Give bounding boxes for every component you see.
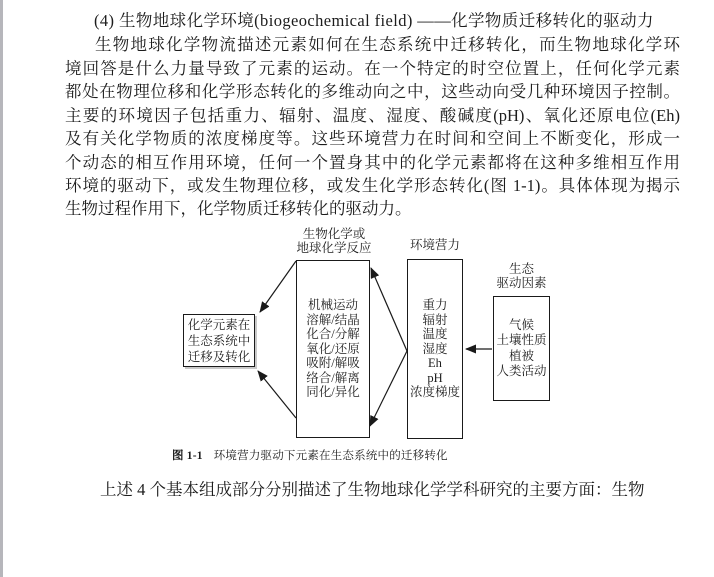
label-line: 驱动因素	[496, 275, 547, 290]
paragraph-line: 境回答是什么力量导致了元素的运动。在一个特定的时空位置上，任何化学元素	[65, 59, 680, 78]
box-text-line: 重力	[422, 297, 448, 312]
closing-line: 上述 4 个基本组成部分分别描述了生物地球化学学科研究的主要方面：生物	[100, 480, 645, 499]
box-text-line: 温度	[422, 327, 448, 342]
box-text-line: 辐射	[422, 312, 448, 327]
paragraph-line: 生物地球化学物流描述元素如何在生态系统中迁移转化，而生物地球化学环	[95, 35, 680, 54]
box-chemical-elements	[183, 314, 255, 367]
box-eco-drivers	[493, 296, 550, 401]
paragraph-line: 环境的驱动下，或发生物理位移，或发生化学形态转化(图 1-1)。具体体现为揭示	[65, 176, 680, 195]
paragraph-line: 都处在物理位移和化学形态转化的多维动向之中，这些动向受几种环境因子控制。	[65, 82, 680, 101]
box-text-line: pH	[427, 370, 443, 385]
box-text-line: 氧化/还原	[306, 341, 360, 356]
box-text-line: 络合/解离	[306, 370, 360, 385]
scan-edge-line	[0, 0, 3, 577]
box-reactions	[296, 260, 370, 438]
box-text-line: 土壤性质	[496, 333, 547, 347]
box-text-line: 机械运动	[307, 297, 358, 312]
figure-caption-text: 环境营力驱动下元素在生态系统中的迁移转化	[213, 450, 448, 462]
box-environment-forces	[407, 259, 463, 439]
box-text-line: 浓度梯度	[409, 385, 460, 400]
arrow-forces-to-reactions-bottom	[370, 351, 407, 426]
box-text-line: 生态系统中	[187, 333, 251, 348]
box-text-line: 湿度	[422, 341, 448, 356]
label-line: 地球化学反应	[296, 240, 372, 255]
box-text-line: 吸附/解吸	[306, 356, 360, 371]
label-line: 生物化学或	[302, 227, 366, 241]
box-text-line: Eh	[428, 356, 442, 371]
arrow-reactions-to-elements-bottom	[258, 371, 296, 418]
box-text-line: 同化/异化	[306, 385, 360, 400]
figure-caption-label: 图 1-1	[172, 450, 203, 462]
box-text-line: 人类活动	[496, 364, 547, 378]
label-eco-drivers	[489, 263, 554, 290]
arrow-forces-to-reactions-top	[371, 268, 407, 351]
box-text-line: 植被	[508, 348, 534, 363]
paragraph-line: 及有关化学物质的浓度梯度等。这些环境营力在时间和空间上不断变化，形成一	[65, 129, 680, 148]
label-line: 生态	[508, 262, 534, 276]
label-biogeochemical-reactions	[292, 228, 376, 255]
paragraph-line: 生物过程作用下，化学物质迁移转化的驱动力。	[65, 199, 412, 218]
box-text-line: 化学元素在	[187, 317, 251, 332]
label-environment-forces: 环境营力	[409, 238, 460, 252]
figure-caption	[172, 449, 448, 463]
box-text-line: 化合/分解	[306, 327, 360, 342]
paragraph-line: 主要的环境因子包括重力、辐射、温度、湿度、酸碱度(pH)、氧化还原电位(Eh)	[65, 106, 680, 125]
arrow-reactions-to-elements-top	[260, 261, 296, 312]
box-text-line: 气候	[508, 317, 534, 332]
paragraph-line: 个动态的相互作用环境，任何一个置身其中的化学元素都将在这种多维相互作用	[65, 153, 680, 172]
section-heading: (4) 生物地球化学环境(biogeochemical field) ——化学物质迁移转化的驱动力	[94, 11, 654, 30]
box-text-line: 迁移及转化	[187, 349, 251, 364]
box-text-line: 溶解/结晶	[306, 312, 360, 327]
